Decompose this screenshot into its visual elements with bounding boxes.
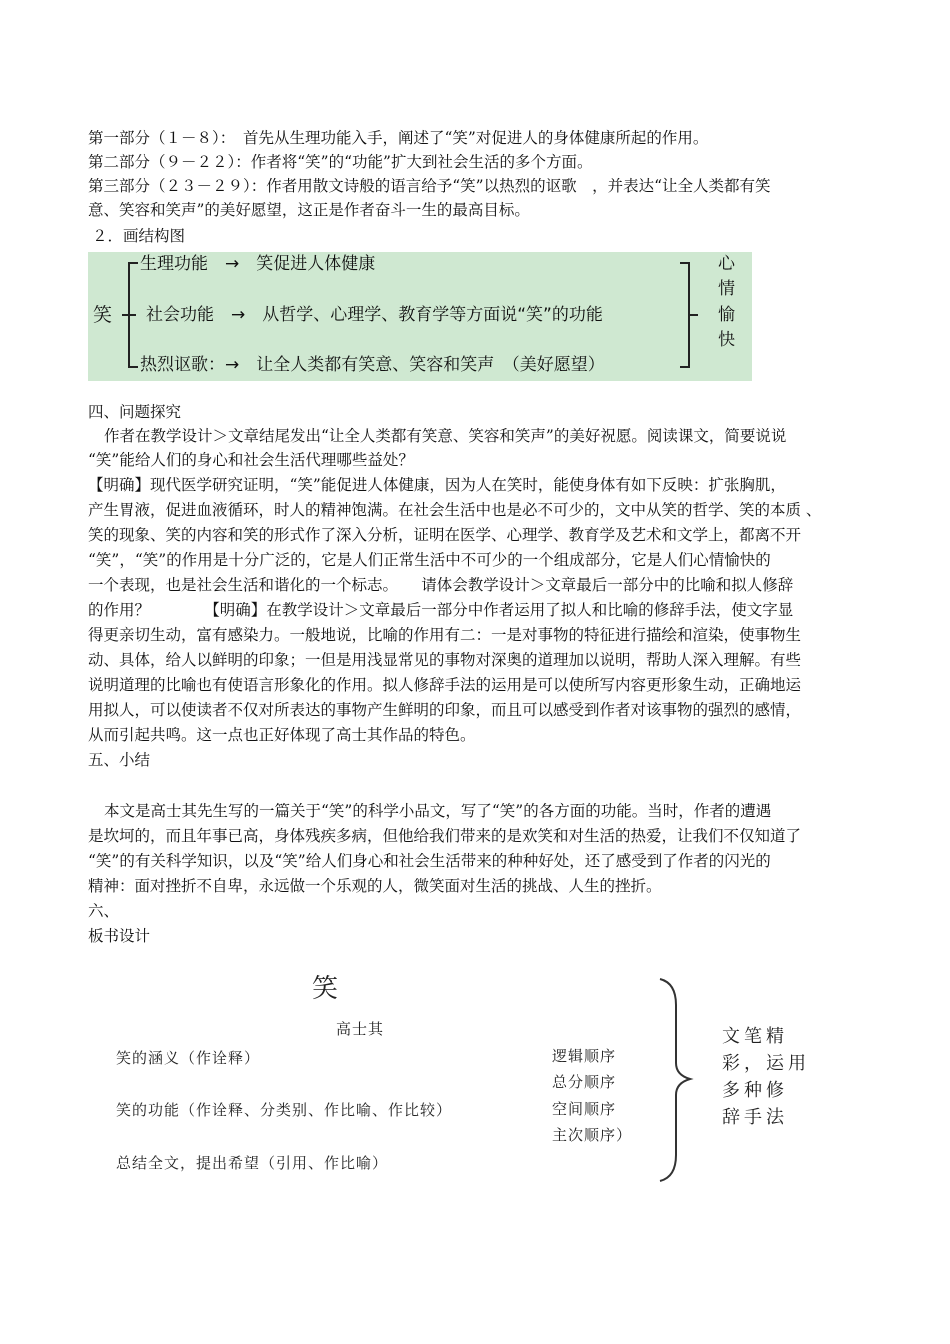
board-design-title: 板书设计 [88, 927, 151, 945]
board-left-item: 总结全文，提出希望（引用、作比喻） [116, 1154, 389, 1172]
section-4-line: 【明确】现代医学研究证明，“笑”能促进人体健康，因为人在笑时，能使身体有如下反映：扩张胸肌， [88, 476, 786, 494]
section-5-line: “笑”的有关科学知识，以及“笑”给人们身心和社会生活带来的种种好处，还了感受到了作者的闪光的 [88, 852, 771, 870]
curly-brace-icon [648, 975, 698, 1185]
section-4-line: 作者在教学设计＞文章结尾发出“让全人类都有笑意、笑容和笑声”的美好祝愿。阅读课文，简要说说 [104, 427, 787, 445]
structure-diagram [88, 252, 752, 381]
section-5-line: 本文是高士其先生写的一篇关于“笑”的科学小品文，写了“笑”的各方面的功能。当时，作者的遭遇 [104, 802, 772, 820]
board-right-line: 彩，运用 [722, 1053, 810, 1074]
section-4-line: 一个表现，也是社会生活和谐化的一个标志。 请体会教学设计＞文章最后一部分中的比喻和拟人修辞 [88, 576, 794, 594]
part-3-line-2: 意、笑容和笑声”的美好愿望，这正是作者奋斗一生的最高目标。 [88, 201, 530, 219]
section-4-line: 从而引起共鸣。这一点也正好体现了高士其作品的特色。 [88, 726, 476, 744]
board-right-line: 文笔精 [722, 1026, 788, 1047]
diagram-row-praise: 热烈讴歌：→ 让全人类都有笑意、笑容和笑声 （美好愿望） [140, 355, 605, 375]
section-4-line: 说明道理的比喻也有使语言形象化的作用。拟人修辞手法的运用是可以使所写内容更形象生动，正确地运 [88, 676, 802, 694]
board-middle-item: 主次顺序） [552, 1126, 633, 1144]
bracket-tick [680, 262, 690, 264]
board-middle-item: 总分顺序 [552, 1073, 617, 1091]
diagram-root: 笑 [93, 304, 113, 326]
bracket-tick [128, 366, 138, 368]
board-middle-item: 空间顺序 [552, 1100, 617, 1118]
board-right-line: 辞手法 [722, 1107, 788, 1128]
part-3-line-1: 第三部分（２３－２９）：作者用散文诗般的语言给予“笑”以热烈的讴歌 ，并表达“让全人类都有笑 [88, 177, 771, 195]
board-right-line: 多种修 [722, 1080, 788, 1101]
diagram-right-char: 心 [718, 254, 735, 274]
diagram-right-char: 快 [718, 330, 735, 350]
diagram-right-char: 情 [718, 279, 735, 299]
section-4-line: 产生胃液，促进血液循环，时人的精神饱满。在社会生活中也是必不可少的，文中从笑的哲学、笑的本质 、 [88, 501, 822, 519]
part-2: 第二部分（９－２２）：作者将“笑”的“功能”扩大到社会生活的多个方面。 [88, 153, 593, 171]
section-4-line: 得更亲切生动，富有感染力。一般地说，比喻的作用有二：一是对事物的特征进行描绘和渲染，使事物生 [88, 626, 802, 644]
diagram-row-physiology: 生理功能 → 笑促进人体健康 [140, 254, 376, 274]
section-5-line: 是坎坷的，而且年事已高，身体残疾多病，但他给我们带来的是欢笑和对生活的热爱，让我们不仅知道了 [88, 827, 802, 845]
diagram-right-char: 愉 [718, 305, 735, 325]
section-4-line: 用拟人，可以使读者不仅对所表达的事物产生鲜明的印象，而且可以感受到作者对该事物的强烈的感情， [88, 701, 802, 719]
bracket-tick [128, 314, 136, 316]
section-4-line: 动、具体，给人以鲜明的印象；一但是用浅显常见的事物对深奥的道理加以说明，帮助人深入理解。有些 [88, 651, 802, 669]
board-author: 高士其 [336, 1020, 385, 1038]
section-5-line: 精神：面对挫折不自卑，永远做一个乐观的人，微笑面对生活的挑战、人生的挫折。 [88, 877, 662, 895]
section-4-line: 笑的现象、笑的内容和笑的形式作了深入分析，证明在医学、心理学、教育学及艺术和文学上，都离不开 [88, 526, 802, 544]
section-6-title: 六、 [88, 902, 120, 920]
board-left-item: 笑的功能（作诠释、分类别、作比喻、作比较） [116, 1101, 453, 1119]
diagram-row-social: 社会功能 → 从哲学、心理学、教育学等方面说“笑”的功能 [146, 305, 603, 325]
section-4-line: “笑”，“笑”的作用是十分广泛的，它是人们正常生活中不可少的一个组成部分，它是人们心情愉快的 [88, 551, 771, 569]
board-middle-item: 逻辑顺序 [552, 1047, 617, 1065]
section-2-title: ２．画结构图 [92, 227, 186, 245]
part-1: 第一部分（１－８）： 首先从生理功能入手，阐述了“笑”对促进人的身体健康所起的作用。 [88, 129, 709, 147]
board-design-image [100, 965, 860, 1195]
bracket-tick [128, 262, 138, 264]
bracket-tick [688, 314, 698, 316]
board-title: 笑 [312, 974, 339, 1004]
section-4-title: 四、问题探究 [88, 403, 182, 421]
bracket-tick [680, 366, 690, 368]
section-4-line: “笑”能给人们的身心和社会生活代理哪些益处？ [88, 451, 414, 469]
section-5-title: 五、小结 [88, 751, 151, 769]
board-left-item: 笑的涵义（作诠释） [116, 1049, 261, 1067]
section-4-line: 的作用？ 【明确】在教学设计＞文章最后一部分中作者运用了拟人和比喻的修辞手法，使文字显 [88, 601, 794, 619]
